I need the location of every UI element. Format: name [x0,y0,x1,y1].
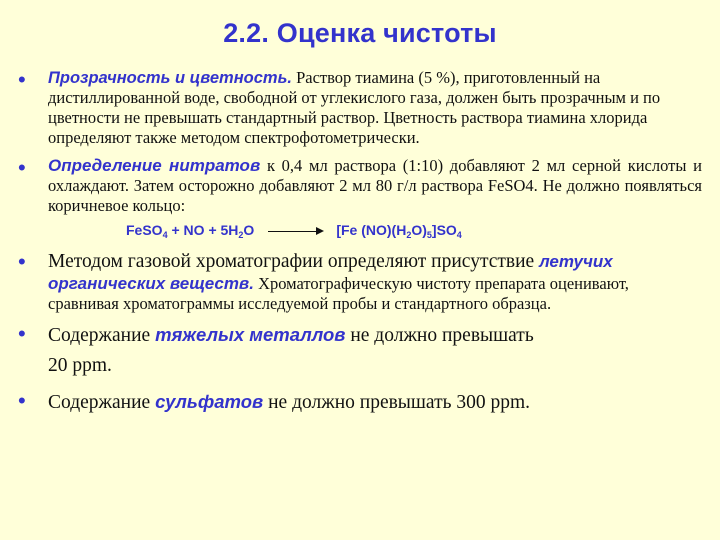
sulfates-text-before: Содержание [48,392,156,413]
highlight-sulfates: сульфатов [155,391,264,412]
heavy-metals-text-before: Содержание [48,325,156,346]
chemical-equation [126,220,702,244]
bullet-icon: • [18,249,26,274]
highlight-volatile: летучих органических веществ. [48,252,613,293]
transparency-text: Раствор тиамина (5 %), приготовленный на дистиллированной воде, свободной от углекислого газа, должен быть прозрачным и по цветности не превышать стандартный раствор. Цветность раствора тиамина хлорида определяют также методом спектрофотометрически. [48,68,661,147]
list-item-nitrates [18,156,702,244]
slide-title: 2.2. Оценка чистоты [223,18,497,48]
bullet-icon: • [18,321,26,346]
volatile-text-before: Методом газовой хроматографии определяют присутствие [48,251,540,272]
list-item-heavy-metals [18,322,702,379]
list-item-transparency [18,68,702,148]
sulfates-text-after: не должно превышать 300 ppm. [263,392,531,413]
highlight-transparency: Прозрачность и цветность. [48,69,292,87]
highlight-heavy-metals: тяжелых металлов [155,324,346,345]
bullet-icon: • [18,388,26,413]
list-item-volatile [18,250,702,314]
volatile-text-after: Хроматографическую чистоту препарата оценивают, сравнивая хроматограммы исследуемой пробы и стандартного образца. [48,274,629,313]
equation-reactants: FeSO$_4$ + NO + $5H_2O$ [126,221,255,240]
heavy-metals-limit: 20 ppm. [48,355,112,376]
reaction-arrow-icon [268,226,324,238]
equation-product: [Fe $(NO)(H_2O)_5]SO_4$ [336,221,462,240]
bullet-icon: • [18,67,26,92]
highlight-nitrates: Определение нитратов [48,156,261,175]
bullet-icon: • [18,155,26,180]
nitrates-text: к 0,4 мл раствора (1:10) добавляют 2 мл серной кислоты и охлаждают. Затем осторожно добавляют 2 мл 80 г/л раствора FeSO4. Не должно появляться коричневое кольцо: [48,156,702,215]
list-item-sulfates [18,389,702,416]
heavy-metals-text-after: не должно превышать [345,325,534,346]
bullet-list [18,68,702,416]
